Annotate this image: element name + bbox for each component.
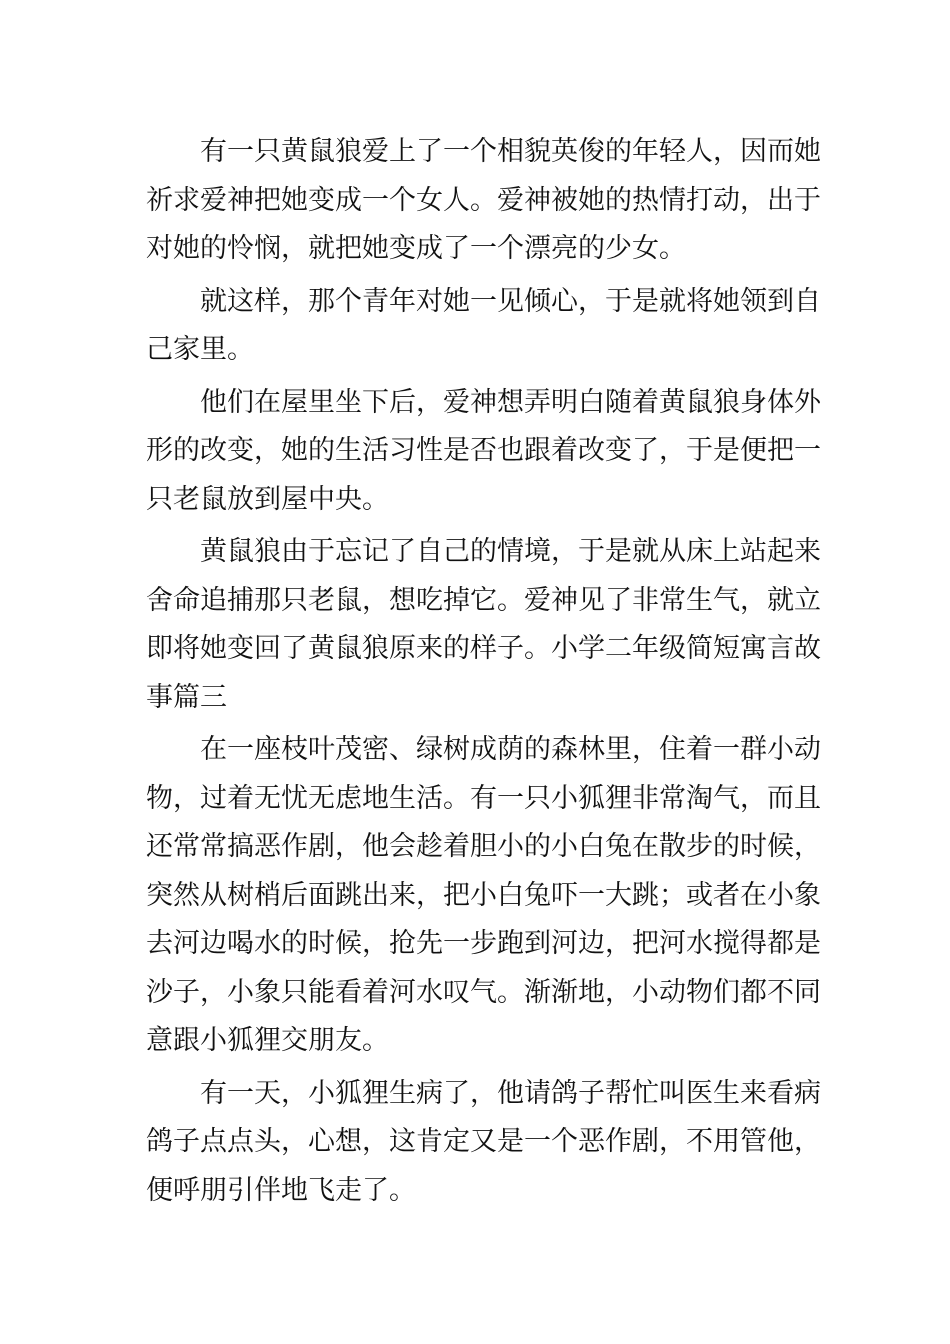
text-line: 意跟小狐狸交朋友。 [146,1025,389,1056]
text-line: 物，过着无忧无虑地生活。有一只小狐狸非常淘气，而且 [146,782,821,814]
text-line: 便呼朋引伴地飞走了。 [146,1174,416,1206]
body-text [146,128,821,1219]
paragraph [146,128,821,274]
text-line: 突然从树梢后面跳出来，把小白兔吓一大跳；或者在小象 [146,879,821,911]
paragraph [146,1070,821,1216]
text-line: 形的改变，她的生活习性是否也跟着改变了，于是便把一 [146,435,821,466]
text-line: 有一天，小狐狸生病了，他请鸽子帮忙叫医生来看病 [200,1077,821,1109]
text-line: 就这样，那个青年对她一见倾心，于是就将她领到自 [200,285,821,317]
text-line: 祈求爱神把她变成一个女人。爱神被她的热情打动，出于 [146,184,821,216]
paragraph [146,726,821,1066]
text-line: 黄鼠狼由于忘记了自己的情境，于是就从床上站起来 [200,536,821,567]
text-line: 对她的怜悯，就把她变成了一个漂亮的少女。 [146,233,686,264]
text-line: 有一只黄鼠狼爱上了一个相貌英俊的年轻人，因而她 [200,136,821,167]
paragraph [146,278,821,375]
text-line: 还常常搞恶作剧，他会趁着胆小的小白兔在散步的时候， [146,831,821,862]
text-line: 沙子，小象只能看着河水叹气。渐渐地，小动物们都不同 [146,976,821,1008]
text-line: 他们在屋里坐下后，爱神想弄明白随着黄鼠狼身体外 [200,386,821,418]
text-line: 己家里。 [146,334,254,365]
text-line: 只老鼠放到屋中央。 [146,483,389,515]
text-line: 即将她变回了黄鼠狼原来的样子。小学二年级简短寓言故 [146,633,821,664]
paragraph [146,379,821,525]
text-line: 事篇三 [146,681,227,713]
text-line: 去河边喝水的时候，抢先一步跑到河边，把河水搅得都是 [146,928,821,959]
text-line: 在一座枝叶茂密、绿树成荫的森林里，住着一群小动 [200,734,821,765]
text-line: 舍命追捕那只老鼠，想吃掉它。爱神见了非常生气，就立 [146,584,821,616]
text-line: 鸽子点点头，心想，这肯定又是一个恶作剧，不用管他， [146,1126,821,1157]
paragraph [146,528,821,722]
